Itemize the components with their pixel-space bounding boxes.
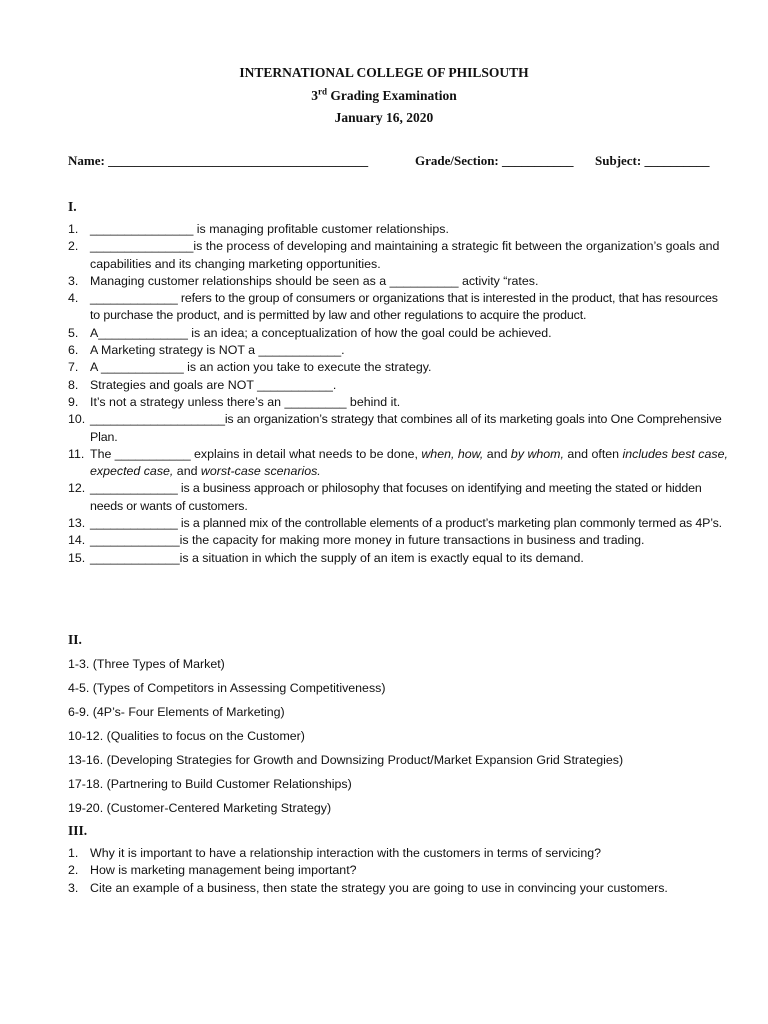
question-item — [68, 515, 728, 532]
question-number: 2. — [68, 863, 79, 878]
question-number: 10. — [68, 412, 86, 427]
topic-item: 17-18. (Partnering to Build Customer Relationships) — [68, 777, 352, 791]
exam-header — [0, 62, 768, 130]
question-item — [68, 359, 728, 376]
question-number: 3. — [68, 880, 79, 895]
question-number: 5. — [68, 325, 79, 340]
question-item — [68, 394, 728, 411]
part1-question-list — [68, 221, 728, 567]
topic-item: 13-16. (Developing Strategies for Growth and Downsizing Product/Market Expansion Grid Strategies) — [68, 753, 624, 767]
question-text: _____________ is a business approach or philosophy that focuses on identifying and meeting the stated or hidden needs or wants of customers. — [90, 481, 702, 513]
question-text: _______________is the process of developing and maintaining a strategic fit between the organization’s goals and capabilities and its changing marketing opportunities. — [90, 239, 720, 271]
topic-item: 1-3. (Three Types of Market) — [68, 657, 225, 671]
question-text-italic: by whom, — [510, 446, 564, 461]
question-number: 1. — [68, 222, 79, 236]
question-item — [68, 342, 728, 359]
question-text: Why it is important to have a relationship interaction with the customers in terms of servicing? — [90, 846, 601, 860]
question-number: 12. — [68, 481, 86, 496]
part3-heading: III. — [68, 823, 88, 838]
question-item — [68, 325, 728, 342]
essay-question — [68, 880, 728, 897]
question-item — [68, 238, 728, 273]
question-text: A_____________ is an idea; a conceptualization of how the goal could be achieved. — [90, 325, 552, 340]
school-name: INTERNATIONAL COLLEGE OF PHILSOUTH — [239, 65, 529, 80]
subject-field[interactable]: Subject: __________ — [595, 153, 710, 168]
exam-ordinal: 3 — [311, 87, 318, 103]
question-item — [68, 411, 728, 446]
grade-section-field[interactable]: Grade/Section: ___________ — [415, 153, 574, 168]
part2-heading: II. — [68, 632, 82, 647]
question-text: _______________ is managing profitable customer relationships. — [90, 222, 449, 236]
part3-question-list — [68, 845, 728, 897]
question-text: _____________ is a planned mix of the controllable elements of a product’s marketing plan commonly termed as 4P’s. — [90, 516, 722, 531]
part2-topic-list — [68, 656, 623, 824]
topic-item: 6-9. (4P’s- Four Elements of Marketing) — [68, 705, 285, 719]
question-text-part: The ___________ explains in detail what needs to be done, — [90, 446, 422, 461]
part1-heading: I. — [68, 199, 77, 214]
question-text-italic: includes best case, expected case, — [90, 446, 728, 479]
exam-title — [0, 85, 768, 108]
question-item — [68, 290, 728, 325]
question-text: _____________is a situation in which the supply of an item is exactly equal to its demand. — [90, 550, 584, 565]
question-text — [90, 447, 728, 478]
question-number: 7. — [68, 360, 79, 375]
question-item — [68, 532, 728, 549]
question-number: 11. — [68, 446, 85, 461]
question-item — [68, 550, 728, 567]
question-text: A Marketing strategy is NOT a ____________. — [90, 343, 345, 358]
question-text: ____________________is an organization’s strategy that combines all of its marketing goals into One Comprehensive Plan. — [90, 412, 722, 444]
question-item — [68, 480, 728, 515]
question-number: 9. — [68, 394, 79, 409]
question-text: Cite an example of a business, then state the strategy you are going to use in convincing your customers. — [90, 880, 668, 895]
question-number: 8. — [68, 377, 79, 392]
exam-title-text: Grading Examination — [326, 87, 457, 103]
question-text-italic: when, how, — [421, 446, 484, 461]
question-text: Strategies and goals are NOT ___________. — [90, 377, 337, 392]
question-number: 15. — [68, 550, 86, 565]
student-info-row — [68, 153, 723, 171]
exam-date: January 16, 2020 — [334, 110, 434, 125]
question-item — [68, 446, 728, 481]
essay-question — [68, 845, 728, 862]
question-text: _____________is the capacity for making more money in future transactions in business and trading. — [90, 533, 645, 548]
topic-item: 19-20. (Customer-Centered Marketing Strategy) — [68, 801, 332, 815]
question-text-italic: worst-case scenarios. — [200, 464, 321, 479]
question-number: 13. — [68, 516, 86, 531]
question-number: 14. — [68, 533, 86, 548]
question-text: How is marketing management being important? — [90, 863, 357, 878]
question-number: 3. — [68, 273, 79, 288]
question-number: 4. — [68, 291, 79, 306]
name-field[interactable]: Name: ________________________________________ — [68, 153, 369, 168]
question-text: _____________ refers to the group of consumers or organizations that is interested in the product, that has resources to purchase the product, and is permitted by law and other regulations to acquire the product. — [90, 291, 718, 323]
question-text: A ____________ is an action you take to execute the strategy. — [90, 360, 432, 375]
question-number: 1. — [68, 846, 79, 860]
question-text: It’s not a strategy unless there’s an _________ behind it. — [90, 394, 401, 409]
essay-question — [68, 862, 728, 879]
question-text-part: and — [483, 446, 511, 461]
exam-ordinal-suffix: rd — [317, 86, 327, 96]
question-text-part: and often — [563, 446, 623, 461]
topic-item: 10-12. (Qualities to focus on the Customer) — [68, 729, 305, 743]
question-item — [68, 377, 728, 394]
question-item — [68, 273, 728, 290]
question-number: 2. — [68, 239, 79, 254]
question-number: 6. — [68, 343, 79, 358]
question-text-part: and — [173, 464, 201, 479]
question-item — [68, 221, 728, 238]
topic-item: 4-5. (Types of Competitors in Assessing Competitiveness) — [68, 681, 386, 695]
question-text: Managing customer relationships should be seen as a __________ activity “rates. — [90, 273, 539, 288]
